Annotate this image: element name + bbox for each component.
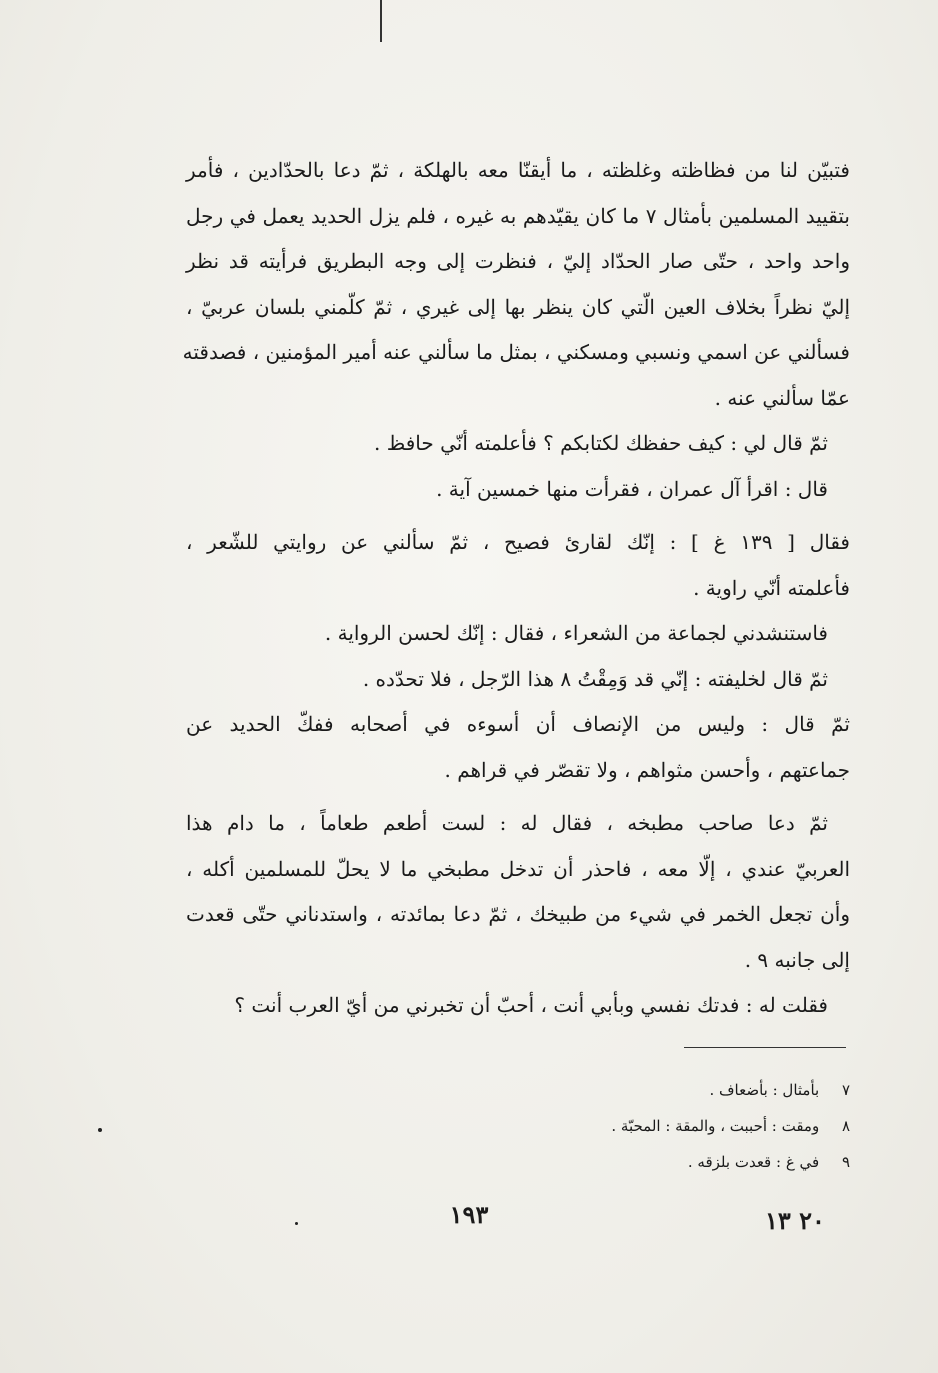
body-text — [182, 148, 851, 1029]
body-line: فقال [ ١٣٩ غ ] : إنّك لقارئ فصيح ، ثمّ سألني عن روايتي للشّعر ، — [186, 530, 850, 554]
body-line: فسألني عن اسمي ونسبي ومسكني ، بمثل ما سألني عنه أمير المؤمنين ، فصدقته — [182, 340, 850, 364]
binding-line — [380, 0, 382, 42]
footnote-text: بأمثال : بأضعاف . — [709, 1081, 820, 1099]
footnote-separator — [684, 1047, 846, 1048]
footnote-number: ٨ — [841, 1117, 850, 1135]
body-line: فأعلمته أنّي راوية . — [693, 575, 850, 600]
body-line: إلى جانبه ٩ . — [744, 947, 850, 972]
footnote — [250, 1108, 850, 1144]
body-line: فتبيّن لنا من فظاظته وغلظته ، ما أيقنّا معه بالهلكة ، ثمّ دعا بالحدّادين ، فأمر — [186, 158, 850, 182]
footnote-number: ٩ — [841, 1153, 850, 1171]
body-line: واحد واحد ، حتّى صار الحدّاد إليّ ، فنظرت إلى وجه البطريق فرأيته قد نظر — [186, 249, 850, 273]
body-line: قال : اقرأ آل عمران ، فقرأت منها خمسين آية . — [436, 476, 828, 501]
ink-speck — [98, 1128, 102, 1132]
body-line: العربيّ عندي ، إلّا معه ، فاحذر أن تدخل مطبخي ما لا يحلّ للمسلمين أكله ، — [186, 856, 850, 881]
signature-mark: ٢٠ ١٣ — [765, 1206, 825, 1235]
footnote-text: في غ : قعدت بلزقه . — [687, 1153, 820, 1171]
body-line: جماعتهم ، وأحسن مثواهم ، ولا تقصّر في قراهم . — [444, 757, 850, 782]
body-line: ثمّ قال : وليس من الإنصاف أن أسوءه في أصحابه ففكّ الحديد عن — [186, 712, 850, 736]
body-line: إليّ نظراً بخلاف العين الّتي كان ينظر بها إلى غيري ، ثمّ كلّمني بلسان عربيّ ، — [186, 294, 850, 319]
footnote-number: ٧ — [841, 1081, 850, 1099]
body-line: ثمّ قال لخليفته : إنّي قد وَمِقْتُ ٨ هذا الرّجل ، فلا تحدّده . — [362, 666, 828, 691]
footnote — [250, 1072, 850, 1108]
body-line: ثمّ دعا صاحب مطبخه ، فقال له : لست أطعم طعاماً ، ما دام هذا — [186, 811, 828, 835]
body-line: ثمّ قال لي : كيف حفظك لكتابكم ؟ فأعلمته أنّي حافظ . — [374, 431, 828, 455]
body-line: عمّا سألني عنه . — [714, 385, 850, 410]
body-line: فقلت له : فدتك نفسي وبأبي أنت ، أحبّ أن تخبرني من أيّ العرب أنت ؟ — [234, 993, 828, 1017]
ink-speck — [295, 1222, 298, 1225]
footnote — [250, 1144, 850, 1180]
footnote-text: ومقت : أحببت ، والمقة : المحبّة . — [611, 1117, 820, 1135]
footnotes — [250, 1072, 850, 1180]
body-line: فاستنشدني لجماعة من الشعراء ، فقال : إنّك لحسن الرواية . — [324, 621, 828, 645]
page-number: ١٩٣ — [449, 1200, 489, 1229]
body-line: وأن تجعل الخمر في شيء من طبيخك ، ثمّ دعا بمائدته ، واستدناني حتّى قعدت — [186, 902, 850, 926]
body-line: بتقييد المسلمين بأمثال ٧ ما كان يقيّدهم به غيره ، فلم يزل الحديد يعمل في رجل — [186, 203, 851, 228]
